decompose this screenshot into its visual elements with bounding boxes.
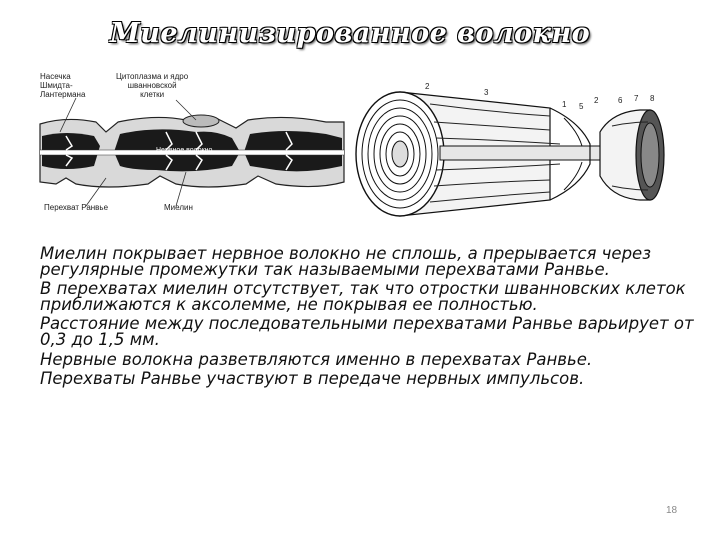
body-text xyxy=(40,246,700,387)
callout-number: 3 xyxy=(484,88,489,97)
paragraph: Перехваты Ранвье участвуют в передаче нервных импульсов. xyxy=(40,369,585,389)
myelin-label: Миелин xyxy=(164,203,193,212)
paragraph: В перехватах миелин отсутствует, так что отростки шванновских клеток приближаются к аксолемме, не покрывая ее полностью. xyxy=(40,279,686,314)
myelinated-fiber-figure xyxy=(36,66,348,216)
callout-number: 2 xyxy=(425,82,430,91)
callout-number: 2 xyxy=(594,96,599,105)
callout-number: 6 xyxy=(618,96,623,105)
callout-number: 8 xyxy=(650,94,655,103)
paragraph: Расстояние между последовательными перехватами Ранвье варьирует от 0,3 до 1,5 мм. xyxy=(40,314,694,349)
paragraph: Миелин покрывает нервное волокно не сплошь, а прерывается через регулярные промежутки так называемыми перехватами Ранвье. xyxy=(40,244,651,279)
callout-number: 5 xyxy=(579,102,584,111)
incisure-label: Насечка Шмидта- Лантермана xyxy=(40,72,86,99)
callout-number: 1 xyxy=(562,100,567,109)
myelin-sheath-3d-figure xyxy=(350,82,670,222)
callout-number: 7 xyxy=(634,94,639,103)
slide-title: Миелинизированное волокно xyxy=(109,18,591,49)
paragraph: Нервные волокна разветвляются именно в перехватах Ранвье. xyxy=(40,349,593,369)
page-number: 18 xyxy=(666,505,678,516)
cytoplasm-label: Цитоплазма и ядро шванновской клетки xyxy=(116,72,189,99)
node-of-ranvier-label: Перехват Ранвье xyxy=(44,203,109,212)
nerve-fiber-label: Нервное волокно xyxy=(156,147,213,154)
